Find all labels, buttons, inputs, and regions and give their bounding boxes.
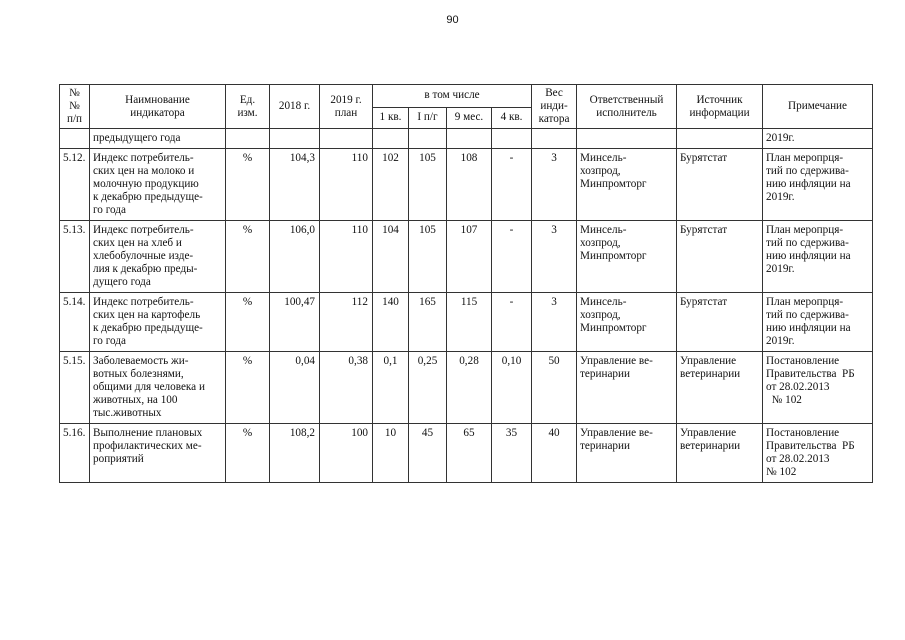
q4-value-cell: - [492, 149, 532, 221]
table-body [60, 129, 873, 483]
q4-value-cell: - [492, 221, 532, 293]
h1-value-cell: 45 [409, 424, 447, 483]
header-source-text: Источник информации [689, 93, 750, 119]
info-source-cell: Бурятстат [677, 149, 763, 221]
row-number-cell: 5.15. [60, 352, 90, 424]
note-cell: План меропрця- тий по сдержива- нию инфляции на 2019г. [763, 293, 873, 352]
header-num-text: № № п/п [66, 87, 83, 125]
indicator-weight-cell: 40 [532, 424, 577, 483]
header-source [677, 85, 763, 129]
q1-value-cell: 10 [373, 424, 409, 483]
responsible-cell: Управление ве- теринарии [577, 352, 677, 424]
note-cell: План меропрця- тий по сдержива- нию инфляции на 2019г. [763, 149, 873, 221]
header-2019-text: 2019 г. план [330, 93, 362, 119]
responsible-cell: Минсель- хозпрод, Минпромторг [577, 293, 677, 352]
9m-value-cell: 108 [447, 149, 492, 221]
9m-value-cell: 107 [447, 221, 492, 293]
9m-value-cell: 115 [447, 293, 492, 352]
q4-value-cell: 35 [492, 424, 532, 483]
9m-value-cell: 65 [447, 424, 492, 483]
q1-value-cell [373, 129, 409, 149]
note-cell: Постановление Правительства РБ от 28.02.2013 № 102 [763, 352, 873, 424]
q4-value-cell: 0,10 [492, 352, 532, 424]
header-including-text: в том числе [424, 89, 480, 102]
header-num [60, 85, 90, 129]
unit-cell: % [226, 352, 270, 424]
table-row [60, 352, 873, 424]
q1-value-cell: 102 [373, 149, 409, 221]
row-number-cell [60, 129, 90, 149]
info-source-cell [677, 129, 763, 149]
header-responsible [577, 85, 677, 129]
unit-cell: % [226, 221, 270, 293]
note-cell: Постановление Правительства РБ от 28.02.2013 № 102 [763, 424, 873, 483]
value-2018-cell: 100,47 [270, 293, 320, 352]
row-number-cell: 5.16. [60, 424, 90, 483]
plan-2019-cell: 0,38 [320, 352, 373, 424]
indicator-weight-cell [532, 129, 577, 149]
9m-value-cell: 0,28 [447, 352, 492, 424]
header-note-text: Примечание [788, 100, 848, 112]
header-note [763, 85, 873, 129]
table-row [60, 129, 873, 149]
header-unit [226, 85, 270, 129]
indicator-weight-cell: 3 [532, 293, 577, 352]
row-number-cell: 5.13. [60, 221, 90, 293]
plan-2019-cell: 112 [320, 293, 373, 352]
unit-cell [226, 129, 270, 149]
h1-value-cell [409, 129, 447, 149]
header-weight [532, 85, 577, 129]
plan-2019-cell: 110 [320, 149, 373, 221]
indicator-name-cell: предыдущего года [90, 129, 226, 149]
value-2018-cell: 108,2 [270, 424, 320, 483]
info-source-cell: Управление ветеринарии [677, 352, 763, 424]
header-2018 [270, 85, 320, 129]
plan-2019-cell: 110 [320, 221, 373, 293]
row-number-cell: 5.14. [60, 293, 90, 352]
info-source-cell: Бурятстат [677, 221, 763, 293]
header-unit-text: Ед. изм. [237, 93, 258, 119]
indicator-name-cell: Индекс потребитель- ских цен на молоко и молочную продукцию к декабрю предыдуще- го года [90, 149, 226, 221]
responsible-cell: Управление ве- теринарии [577, 424, 677, 483]
info-source-cell: Бурятстат [677, 293, 763, 352]
note-cell: План меропрця- тий по сдержива- нию инфляции на 2019г. [763, 221, 873, 293]
header-9m: 9 мес. [447, 107, 492, 129]
value-2018-cell: 104,3 [270, 149, 320, 221]
responsible-cell: Минсель- хозпрод, Минпромторг [577, 221, 677, 293]
q1-value-cell: 104 [373, 221, 409, 293]
h1-value-cell: 165 [409, 293, 447, 352]
unit-cell: % [226, 149, 270, 221]
table-row [60, 221, 873, 293]
unit-cell: % [226, 293, 270, 352]
q1-value-cell: 140 [373, 293, 409, 352]
q4-value-cell: - [492, 293, 532, 352]
row-number-cell: 5.12. [60, 149, 90, 221]
indicator-name-cell: Индекс потребитель- ских цен на картофель к декабрю предыдуще- го года [90, 293, 226, 352]
header-q1: 1 кв. [373, 107, 409, 129]
value-2018-cell: 0,04 [270, 352, 320, 424]
plan-2019-cell [320, 129, 373, 149]
header-weight-text: Вес инди- катора [538, 87, 570, 125]
h1-value-cell: 105 [409, 149, 447, 221]
indicator-weight-cell: 3 [532, 149, 577, 221]
9m-value-cell [447, 129, 492, 149]
responsible-cell: Минсель- хозпрод, Минпромторг [577, 149, 677, 221]
header-name-text: Наимнование индикатора [125, 93, 190, 119]
h1-value-cell: 105 [409, 221, 447, 293]
indicator-name-cell: Заболеваемость жи- вотных болезнями, общими для человека и животных, на 100 тыс.животных [90, 352, 226, 424]
header-2019 [320, 85, 373, 129]
table-row [60, 293, 873, 352]
header-name [90, 85, 226, 129]
indicator-name-cell: Выполнение плановых профилактических ме- роприятий [90, 424, 226, 483]
indicator-weight-cell: 3 [532, 221, 577, 293]
indicator-table [59, 84, 873, 483]
note-cell: 2019г. [763, 129, 873, 149]
responsible-cell [577, 129, 677, 149]
table-row [60, 149, 873, 221]
h1-value-cell: 0,25 [409, 352, 447, 424]
table-row [60, 424, 873, 483]
q4-value-cell [492, 129, 532, 149]
header-2018-text: 2018 г. [278, 100, 311, 112]
info-source-cell: Управление ветеринарии [677, 424, 763, 483]
indicator-weight-cell: 50 [532, 352, 577, 424]
value-2018-cell: 106,0 [270, 221, 320, 293]
header-h1: I п/г [409, 107, 447, 129]
unit-cell: % [226, 424, 270, 483]
plan-2019-cell: 100 [320, 424, 373, 483]
page-number: 90 [446, 14, 459, 26]
indicator-name-cell: Индекс потребитель- ских цен на хлеб и хлебобулочные изде- лия к декабрю преды- дущего года [90, 221, 226, 293]
value-2018-cell [270, 129, 320, 149]
q1-value-cell: 0,1 [373, 352, 409, 424]
header-q4: 4 кв. [492, 107, 532, 129]
header-including [373, 85, 532, 108]
header-responsible-text: Ответственный исполнитель [589, 93, 664, 119]
